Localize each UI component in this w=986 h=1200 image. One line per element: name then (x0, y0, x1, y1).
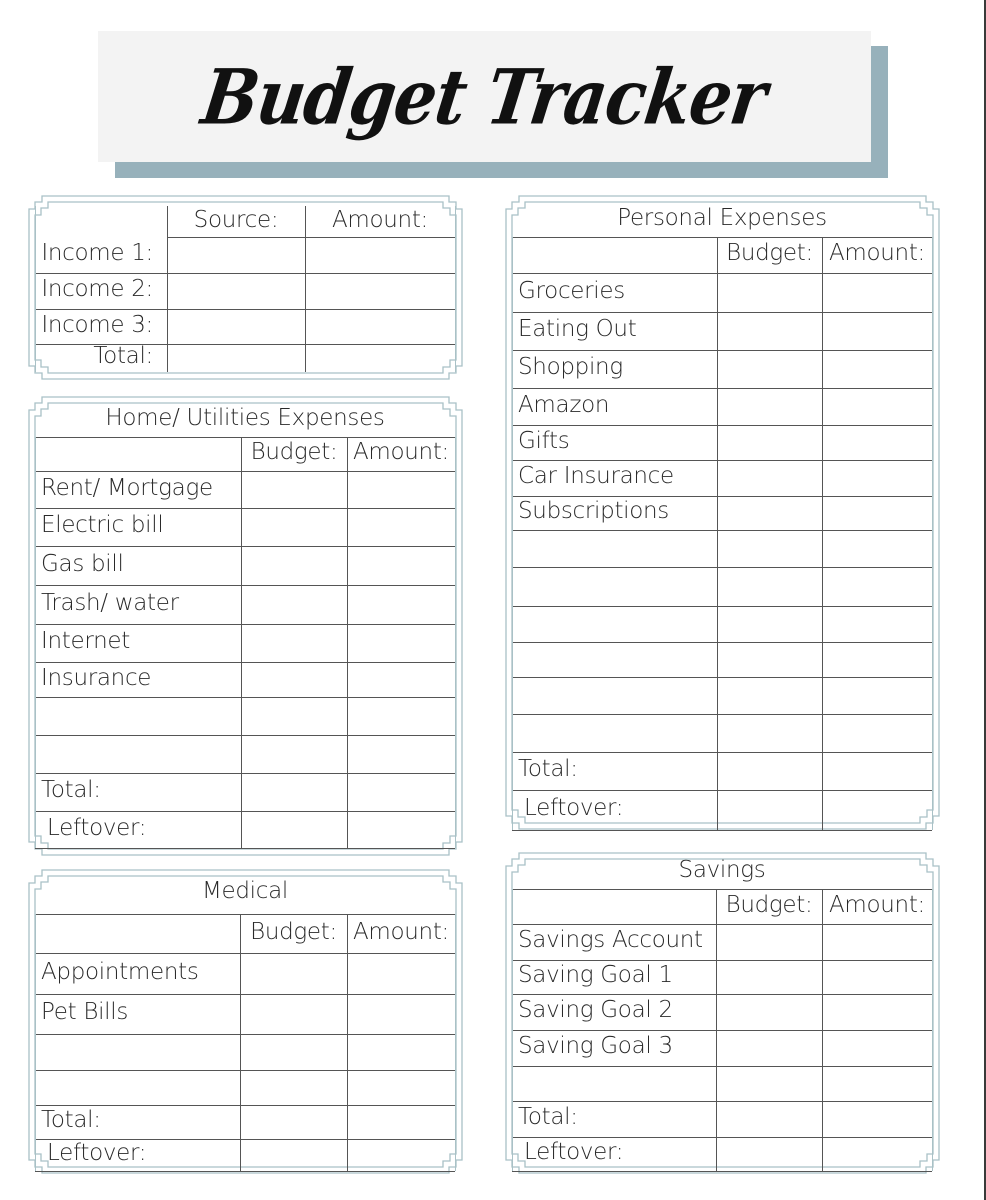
amount-cell[interactable] (823, 274, 932, 312)
grid-line (35, 1171, 455, 1172)
amount-cell[interactable] (348, 625, 455, 662)
budget-cell[interactable] (718, 389, 822, 425)
amount-cell[interactable] (306, 238, 455, 273)
row-label: Total: (93, 343, 153, 369)
row-label: Leftover: (524, 1139, 624, 1165)
amount-header: Amount: (352, 918, 450, 945)
budget-cell[interactable] (718, 568, 822, 606)
row-label: Income 3: (41, 311, 153, 338)
row-label: Gifts (518, 427, 570, 454)
amount-cell[interactable] (823, 568, 932, 606)
budget-cell[interactable] (718, 461, 822, 496)
amount-cell[interactable] (823, 1102, 932, 1137)
grid-line (512, 237, 932, 238)
amount-cell[interactable] (306, 274, 455, 309)
budget-header: Budget: (250, 918, 337, 945)
row-label: Groceries (518, 277, 625, 304)
amount-cell[interactable] (823, 389, 932, 425)
budget-cell[interactable] (718, 313, 822, 350)
budget-cell[interactable] (241, 954, 347, 994)
budget-cell[interactable] (718, 531, 822, 567)
amount-cell[interactable] (823, 351, 932, 388)
budget-cell[interactable] (241, 1071, 347, 1105)
budget-cell[interactable] (717, 925, 822, 960)
amount-cell[interactable] (823, 1031, 932, 1066)
budget-header: Budget: (250, 439, 338, 465)
row-label: Savings Account (518, 927, 703, 953)
grid-line (512, 830, 932, 831)
grid-line (35, 437, 455, 438)
row-label: Leftover: (47, 814, 147, 841)
row-label: Leftover: (47, 1140, 147, 1166)
row-label: Total: (518, 1104, 578, 1130)
amount-cell[interactable] (306, 345, 455, 372)
row-label: Appointments (41, 958, 199, 985)
amount-header: Amount: (331, 206, 429, 233)
amount-cell[interactable] (348, 1035, 455, 1070)
row-label: Eating Out (518, 316, 637, 342)
budget-cell[interactable] (718, 426, 822, 460)
amount-cell[interactable] (823, 426, 932, 460)
row-label: Trash/ water (41, 589, 179, 616)
amount-header: Amount: (828, 891, 926, 918)
amount-cell[interactable] (823, 531, 932, 567)
budget-cell[interactable] (717, 1067, 822, 1101)
source-cell[interactable] (168, 310, 305, 344)
budget-cell[interactable] (717, 1031, 822, 1066)
row-label: Total: (41, 1107, 101, 1133)
budget-cell[interactable] (242, 547, 347, 585)
title-banner (98, 31, 871, 162)
grid-border (455, 437, 456, 848)
amount-cell[interactable] (823, 753, 932, 790)
budget-cell[interactable] (242, 698, 347, 735)
grid-border (455, 914, 456, 1171)
grid-line (35, 848, 455, 849)
budget-cell[interactable] (718, 678, 822, 714)
grid-border (932, 889, 933, 1171)
budget-cell[interactable] (718, 753, 822, 790)
row-label: Insurance (41, 664, 152, 691)
source-cell[interactable] (168, 238, 305, 273)
source-cell[interactable] (168, 274, 305, 309)
grid-border (455, 206, 456, 372)
budget-cell[interactable] (718, 715, 822, 752)
source-cell[interactable] (168, 345, 305, 372)
row-label: Internet (41, 628, 130, 654)
amount-cell[interactable] (348, 954, 455, 994)
amount-header: Amount: (828, 240, 926, 266)
grid-line (512, 889, 932, 890)
amount-cell[interactable] (823, 313, 932, 350)
amount-cell[interactable] (348, 995, 455, 1034)
row-label: Amazon (518, 391, 610, 418)
budget-cell[interactable] (242, 812, 347, 848)
amount-cell[interactable] (823, 678, 932, 714)
budget-cell[interactable] (718, 643, 822, 677)
budget-cell[interactable] (242, 736, 347, 773)
amount-cell[interactable] (306, 310, 455, 344)
row-label: Car Insurance (518, 463, 674, 489)
budget-cell[interactable] (717, 1138, 822, 1171)
amount-cell[interactable] (823, 1067, 932, 1101)
budget-header: Budget: (725, 891, 813, 918)
budget-cell[interactable] (718, 351, 822, 388)
amount-cell[interactable] (823, 643, 932, 677)
amount-cell[interactable] (823, 961, 932, 994)
amount-cell[interactable] (823, 1138, 932, 1171)
budget-cell[interactable] (718, 607, 822, 642)
row-label: Income 1: (41, 240, 153, 266)
amount-cell[interactable] (348, 586, 455, 624)
row-label: Total: (41, 777, 101, 803)
budget-cell[interactable] (241, 995, 347, 1034)
row-label: Electric bill (41, 512, 164, 538)
amount-cell[interactable] (348, 736, 455, 773)
row-label: Leftover: (524, 795, 624, 821)
amount-cell[interactable] (348, 547, 455, 585)
amount-cell[interactable] (348, 812, 455, 848)
budget-cell[interactable] (241, 1106, 347, 1139)
grid-border (35, 437, 36, 848)
amount-cell[interactable] (348, 472, 455, 508)
grid-line (512, 1171, 932, 1172)
section-title: Savings (678, 857, 766, 883)
amount-cell[interactable] (823, 925, 932, 960)
budget-cell[interactable] (242, 472, 347, 508)
grid-border (35, 914, 36, 1171)
row-label: Rent/ Mortgage (41, 474, 213, 501)
row-label: Saving Goal 3 (518, 1033, 673, 1059)
budget-cell[interactable] (718, 497, 822, 530)
amount-cell[interactable] (348, 1140, 455, 1171)
row-label: Gas bill (41, 550, 124, 577)
amount-cell[interactable] (348, 1106, 455, 1139)
amount-cell[interactable] (823, 995, 932, 1030)
budget-cell[interactable] (718, 791, 822, 830)
row-label: Saving Goal 1 (518, 962, 673, 988)
amount-cell[interactable] (348, 1071, 455, 1105)
budget-cell[interactable] (717, 1102, 822, 1137)
budget-cell[interactable] (242, 774, 347, 811)
section-title: Personal Expenses (617, 205, 827, 231)
row-label: Subscriptions (518, 498, 669, 524)
amount-cell[interactable] (823, 461, 932, 496)
grid-border (512, 889, 513, 1171)
budget-cell[interactable] (242, 586, 347, 624)
budget-cell[interactable] (717, 961, 822, 994)
amount-cell[interactable] (823, 607, 932, 642)
grid-line (35, 914, 455, 915)
budget-cell[interactable] (241, 1140, 347, 1171)
row-label: Income 2: (41, 276, 153, 302)
budget-header: Source: (193, 206, 279, 233)
grid-border (932, 237, 933, 830)
amount-cell[interactable] (348, 509, 455, 546)
amount-cell[interactable] (823, 497, 932, 530)
budget-cell[interactable] (242, 663, 347, 697)
amount-cell[interactable] (348, 698, 455, 735)
amount-header: Amount: (352, 439, 450, 465)
section-title: Home/ Utilities Expenses (105, 405, 385, 431)
row-label: Pet Bills (41, 999, 129, 1025)
section-title: Medical (201, 878, 288, 904)
row-label: Shopping (518, 354, 623, 380)
budget-cell[interactable] (241, 1035, 347, 1070)
budget-cell[interactable] (242, 625, 347, 662)
amount-cell[interactable] (348, 774, 455, 811)
budget-cell[interactable] (242, 509, 347, 546)
budget-header: Budget: (726, 240, 813, 266)
grid-border (512, 237, 513, 830)
amount-cell[interactable] (823, 715, 932, 752)
budget-cell[interactable] (718, 274, 822, 312)
amount-cell[interactable] (823, 791, 932, 830)
amount-cell[interactable] (348, 663, 455, 697)
row-label: Saving Goal 2 (518, 997, 673, 1023)
row-label: Total: (518, 756, 578, 782)
page-title: Budget Tracker (197, 51, 772, 142)
budget-cell[interactable] (717, 995, 822, 1030)
